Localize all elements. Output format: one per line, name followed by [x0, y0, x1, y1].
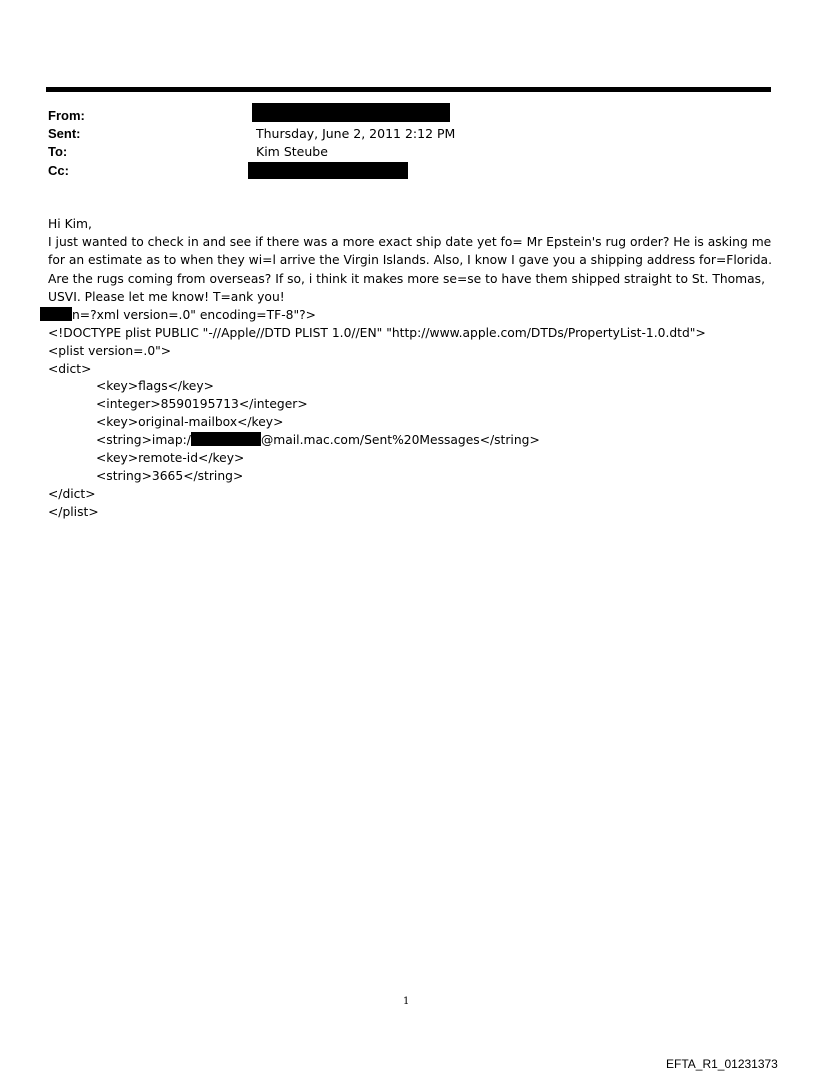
- from-label: From:: [48, 108, 85, 123]
- cc-label: Cc:: [48, 163, 69, 178]
- message-paragraph: I just wanted to check in and see if there was a more exact ship date yet fo= Mr Epstein's rug order? He is asking me for an estimate as to when they wi=l arrive the Virgin Islands. Also, I know I gave you a shipping address for=Florida. Are the rugs coming from overseas? If so, i think it makes more se=se to have them shipped straight to St. Thomas, USVI. Please let me know! T=ank you!: [48, 235, 772, 304]
- to-value: Kim Steube: [256, 144, 328, 159]
- cc-redaction: [248, 162, 408, 179]
- message-body: [48, 215, 773, 306]
- doctype-line: <!DOCTYPE plist PUBLIC "-//Apple//DTD PLIST 1.0//EN" "http://www.apple.com/DTDs/PropertyList-1.0.dtd">: [48, 326, 706, 340]
- xml-redaction: [40, 307, 72, 321]
- sent-label: Sent:: [48, 126, 81, 141]
- document-id: EFTA_R1_01231373: [666, 1057, 778, 1071]
- to-label: To:: [48, 144, 68, 159]
- plist-close-line: </plist>: [48, 505, 99, 519]
- page-number: 1: [403, 996, 410, 1007]
- integer-flags-line: <integer>8590195713</integer>: [96, 397, 308, 411]
- greeting: Hi Kim,: [48, 217, 92, 231]
- string-imap-suffix: @mail.mac.com/Sent%20Messages</string>: [260, 433, 540, 447]
- string-imap-prefix: <string>imap:/: [96, 433, 191, 447]
- xml-declaration-line: [40, 306, 316, 324]
- dict-open-line: <dict>: [48, 362, 92, 376]
- string-imap-line: [96, 431, 540, 449]
- imap-redaction: [191, 432, 261, 446]
- dict-close-line: </dict>: [48, 487, 96, 501]
- string-remote-line: <string>3665</string>: [96, 469, 244, 483]
- plist-open-line: <plist version=.0">: [48, 344, 172, 358]
- xml-declaration-text: n=?xml version=.0" encoding=TF-8"?>: [72, 308, 316, 322]
- key-remote-line: <key>remote-id</key>: [96, 451, 245, 465]
- key-mailbox-line: <key>original-mailbox</key>: [96, 415, 284, 429]
- key-flags-line: <key>flags</key>: [96, 379, 214, 393]
- header-rule: [46, 87, 771, 92]
- from-redaction: [252, 103, 450, 122]
- sent-value: Thursday, June 2, 2011 2:12 PM: [256, 126, 456, 141]
